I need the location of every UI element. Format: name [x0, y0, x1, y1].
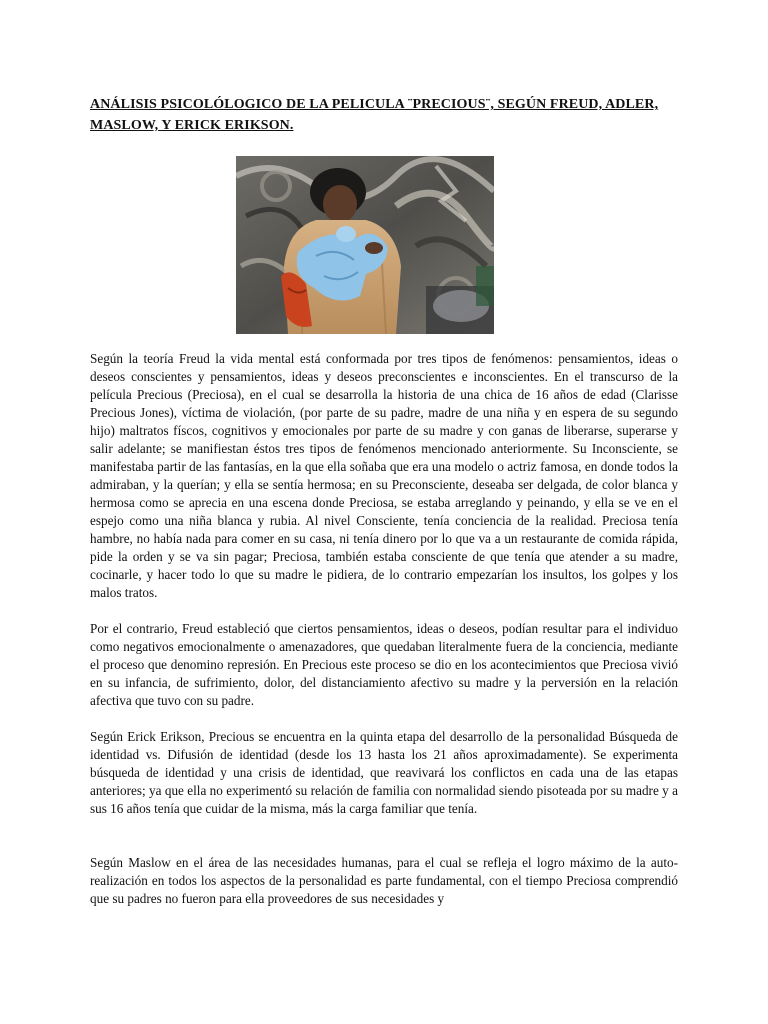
paragraph-freud-repression: Por el contrario, Freud estableció que ciertos pensamientos, ideas o deseos, podían resultar para el individuo como negativos emocionalmente o amenazadores, que quedaban literalmente fuera de la conciencia, mediante el proceso que denomino represión. En Precious este proceso se dio en los acontecimientos que Preciosa vivió en su infancia, de sufrimiento, dolor, del distanciamiento afectivo su madre y la perversión en la relación afectiva que tuvo con su padre.	[90, 621, 678, 708]
movie-still-photo	[236, 156, 494, 334]
document-page	[90, 94, 678, 908]
paragraph-freud-theory: Según la teoría Freud la vida mental está conformada por tres tipos de fenómenos: pensamientos, ideas o deseos conscientes y pensamientos, ideas y deseos preconscientes e inconscientes. En el transcurso de la película Precious (Preciosa), en el cual se desarrolla la historia de una chica de 16 años de edad (Clarisse Precious Jones), víctima de violación, (por parte de su padre, madre de una niña y en espera de su segundo hijo) maltratos físcos, cognitivos y emocionales por parte de su madre y con ganas de liberarse, superarse y salir adelante; se manifiestan éstos tres tipos de fenómenos mencionado anteriormente. Su Inconsciente, se manifestaba partir de las fantasías, en la que ella soñaba que era una modelo o actriz famosa, en donde todos la admiraban, y la querían; y ella se sentía hermosa; en su Preconsciente, deseaba ser delgada, de color blanca y hermosa como se aprecia en una escena donde Preciosa, se estaba arreglando y peinando, y ella se ve en el espejo como una niña blanca y rubia. Al nivel Consciente, tenía conciencia de la realidad. Preciosa tenía hambre, no había nada para comer en su casa, ni tenía dinero por lo que va a un restaurante de comida rápida, pide la orden y se va sin pagar; Preciosa, también estaba consciente de que tenía que atender a su madre, cocinarle, y hacer todo lo que su madre le pidiera, de lo contrario empezarían los insultos, los golpes y los malos tratos.	[90, 351, 678, 600]
document-title: ANÁLISIS PSICOLÓLOGICO DE LA PELICULA ¨PRECIOUS¨, SEGÚN FREUD, ADLER, MASLOW, Y ERICK ERIKSON.	[90, 97, 659, 133]
photo-illustration	[236, 156, 494, 334]
paragraph-erikson: Según Erick Erikson, Precious se encuentra en la quinta etapa del desarrollo de la personalidad Búsqueda de identidad vs. Difusión de identidad (desde los 13 hasta los 21 años aproximadamente). Se experimenta búsqueda de identidad y una crisis de identidad, que reavivará los conflictos en cada una de las etapas anteriores; ya que ella no experimentó su relación de familia con normalidad siendo pisoteada por su madre y a sus 16 años tenía que cuidar de la misma, más la carga familiar que tenía.	[90, 729, 678, 816]
paragraph-maslow: Según Maslow en el área de las necesidades humanas, para el cual se refleja el logro máximo de la auto-realización en todos los aspectos de la personalidad es parte fundamental, con el tiempo Preciosa comprendió que su padres no fueron para ella proveedores de sus necesidades y	[90, 855, 678, 906]
